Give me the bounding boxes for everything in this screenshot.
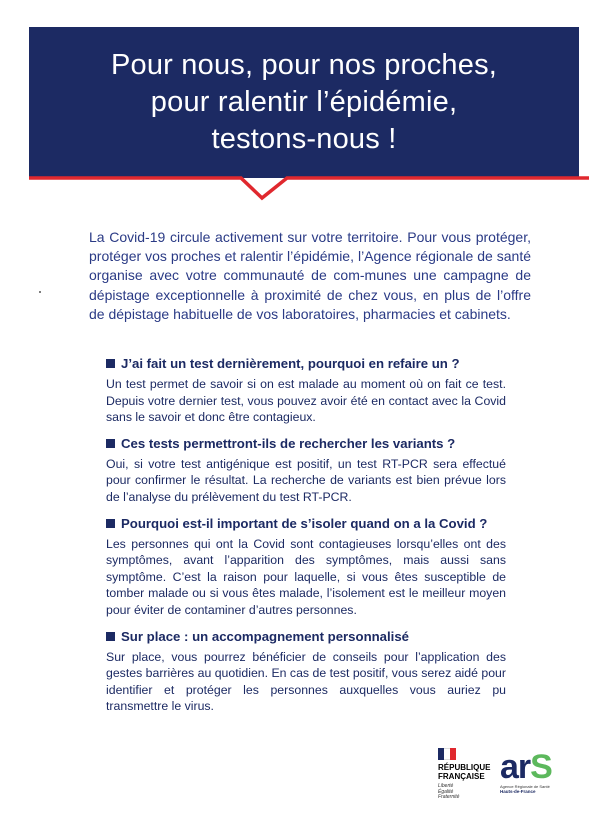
ars-logo — [500, 750, 580, 805]
republique-francaise-logo — [438, 748, 498, 801]
ars-region: Hauts-de-France — [500, 789, 536, 794]
faq-answer: Les personnes qui ont la Covid sont contagieuses lorsqu’elles ont des symptômes, avant l’apparition des symptômes, mais aussi sans symptôme. C’est la raison pour laquelle, si vous êtes susceptible de tomber malade ou si vous êtes malade, l’isolement est le meilleur moyen pour éviter de contaminer d’autres personnes. — [106, 536, 506, 617]
faq-item — [106, 436, 506, 506]
logos-footer — [430, 748, 580, 808]
faq-question — [106, 356, 506, 371]
speech-bubble-line — [29, 176, 589, 216]
bullet-square-icon — [106, 632, 115, 641]
motto-line: Liberté — [438, 783, 454, 789]
ars-subtitle: Agence Régionale de Santé — [500, 784, 550, 789]
banner-line-1: Pour nous, pour nos proches, — [110, 49, 498, 81]
bullet-square-icon — [106, 439, 115, 448]
faq-answer: Oui, si votre test antigénique est positif, un test RT-PCR sera effectué pour confirmer le résultat. La recherche de variants est bien prévue lors de l’analyse du prélèvement du test RT-PCR. — [106, 456, 506, 504]
republique-line-2: FRANÇAISE — [438, 772, 485, 781]
faq-question-text: J’ai fait un test dernièrement, pourquoi en refaire un ? — [121, 356, 460, 371]
bullet-square-icon — [106, 519, 115, 528]
faq-question-text: Sur place : un accompagnement personnalisé — [121, 628, 410, 644]
faq-answer: Un test permet de savoir si on est malade au moment où on fait ce test. Depuis votre dernier test, vous pouvez avoir été en contact avec la Covid sans le savoir et donc être contagieux. — [106, 377, 506, 425]
intro-paragraph: La Covid-19 circule activement sur votre territoire. Pour vous protéger, protéger vos proches et ralentir l’épidémie, l’Agence régionale de santé organise avec votre communauté de com-munes une campagne de dépistage exceptionnelle à proximité de chez vous, en plus de l’offre de dépistage habituelle de vos laboratoires, pharmacies et cabinets. — [89, 229, 531, 322]
faq-item — [106, 356, 506, 426]
banner-line-3: testons-nous ! — [211, 123, 397, 155]
marianne-flag-icon — [438, 748, 456, 760]
banner-title — [111, 47, 497, 158]
republique-text — [438, 763, 498, 781]
motto-line: Égalité — [438, 788, 454, 795]
faq-question — [106, 436, 506, 451]
ars-wordmark-s: S — [530, 748, 552, 786]
ars-wordmark-main: ar — [500, 748, 531, 786]
republique-motto — [438, 784, 498, 801]
faq-item — [106, 629, 506, 715]
faq-section — [106, 356, 506, 725]
ars-wordmark — [500, 750, 580, 784]
banner-line-2: pour ralentir l’épidémie, — [150, 86, 458, 118]
bullet-square-icon — [106, 359, 115, 368]
faq-answer: Sur place, vous pourrez bénéficier de conseils pour l’application des gestes barrières au quotidien. En cas de test positif, vous serez aidé pour identifier et protéger les personnes auxquelles vous auriez pu transmettre le virus. — [106, 649, 506, 714]
speck-dot — [39, 291, 41, 293]
faq-question-text: Pourquoi est-il important de s’isoler quand on a la Covid ? — [121, 515, 488, 531]
title-banner — [29, 27, 579, 178]
motto-line: Fraternité — [438, 794, 460, 800]
faq-question-text: Ces tests permettront-ils de rechercher les variants ? — [121, 435, 456, 451]
faq-question — [106, 629, 506, 644]
faq-item — [106, 516, 506, 619]
republique-line-1: RÉPUBLIQUE — [438, 763, 491, 772]
faq-question — [106, 516, 506, 531]
